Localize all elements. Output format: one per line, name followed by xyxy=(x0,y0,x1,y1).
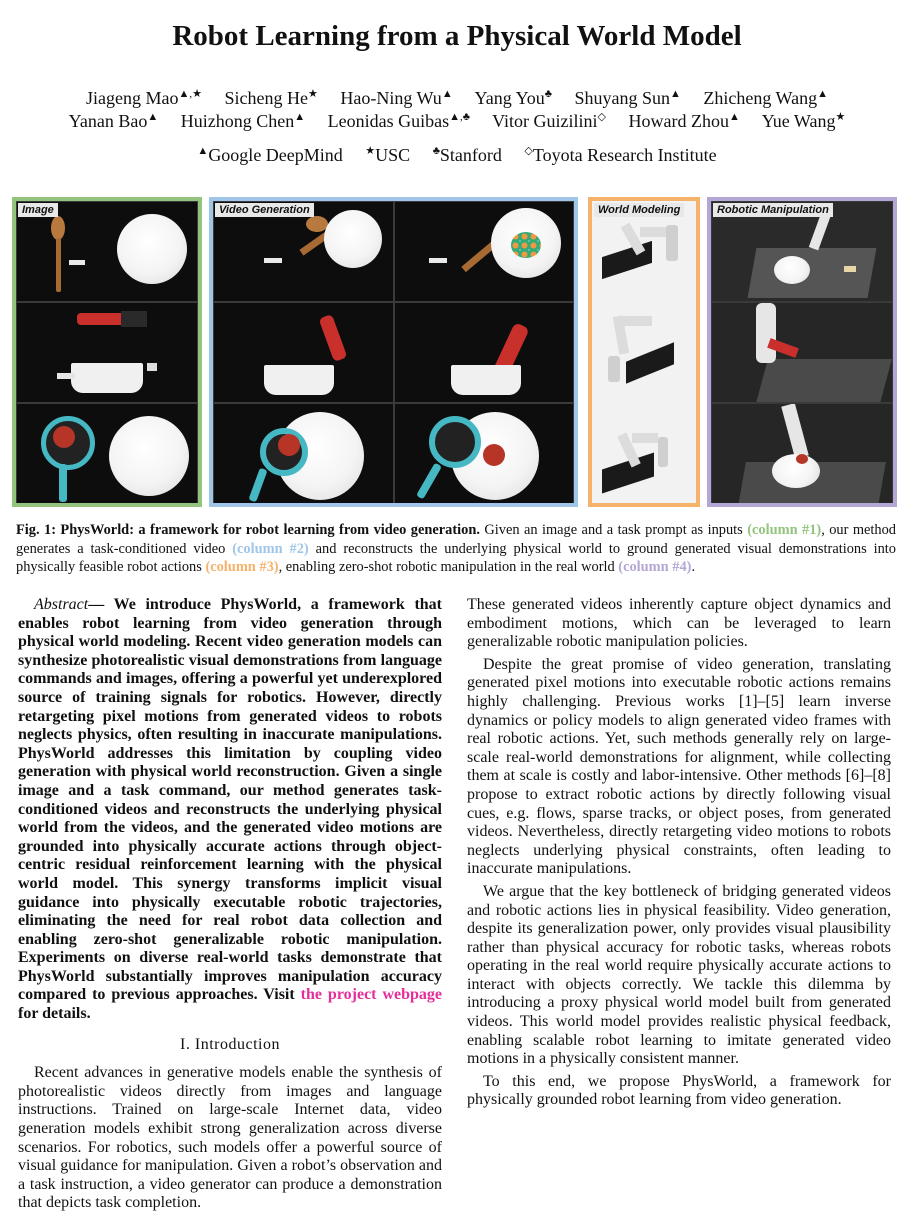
video-frame xyxy=(213,302,394,403)
caption-text: and reconstructs the underlying physical world to ground generated visual demonstrations into physically feasible robot actions xyxy=(16,540,896,575)
author-list-line-1 xyxy=(0,84,914,108)
author: Shuyang Sun▲ xyxy=(574,88,681,108)
abstract-body: We introduce PhysWorld, a framework that enables robot learning from video generation through physical world modeling. Recent video generation models can synthesize photorealistic visual demonstrations from language commands and images, offering a powerful yet underexplored source of training signals for robotics. However, directly retargeting pixel motions from generated videos to robots neglects physics, often resulting in inaccurate manipulations. PhysWorld addresses this limitation by coupling video generation with physical world reconstruction. Given a single image and a task command, our method generates task-conditioned videos and reconstructs the underlying physical world from the videos, and the generated video motions are grounded into physically accurate actions through object-centric residual reinforcement learning with the physical world model. This synergy transforms implicit visual guidance into physically executable robotic trajectories, eliminating the need for real robot data collection and enabling zero-shot generalizable robotic manipulation. Experiments on diverse real-world tasks demonstrate that PhysWorld substantially improves manipulation accuracy compared to previous approaches. Visit xyxy=(18,596,442,1004)
image-panel xyxy=(12,197,202,507)
affiliation: ♣Stanford xyxy=(432,145,502,165)
paragraph: We argue that the key bottleneck of bridging generated videos and robotic actions lies in physical feasibility. Video generation, despite its generalization power, only provides visual plausibility rather than physical accuracy for robotic tasks, whereas robots operating in the real world require physically accurate actions to interact with objects correctly. We tackle this dilemma by introducing a proxy physical world model built from generated videos. This world model provides realistic physical feedback, enabling scalable robot learning to imitate generated video motions in a physically consistent manner. xyxy=(467,882,891,1068)
abstract-tail: for details. xyxy=(18,1005,91,1023)
abstract-lead: Abstract xyxy=(34,596,89,613)
video-frame xyxy=(213,403,394,505)
robot-photo xyxy=(711,302,893,403)
caption-text: , our method generates a task-conditioned video xyxy=(16,522,896,557)
author: Vitor Guizilini◇ xyxy=(492,111,607,131)
author: Hao-Ning Wu▲ xyxy=(340,88,453,108)
author: Yanan Bao▲ xyxy=(68,111,159,131)
video-frame xyxy=(394,201,574,302)
project-webpage-link[interactable]: the project webpage xyxy=(300,986,443,1004)
paragraph: These generated videos inherently capture object dynamics and embodiment motions, which can be leveraged to learn generalizable robotic manipulation policies. xyxy=(467,596,891,651)
paper-title: Robot Learning from a Physical World Model xyxy=(172,20,742,52)
input-image-pan-plate xyxy=(16,403,198,505)
panel-label: Robotic Manipulation xyxy=(713,203,833,217)
panel-label: World Modeling xyxy=(594,203,684,217)
author: Zhicheng Wang▲ xyxy=(703,88,828,108)
abstract xyxy=(18,596,442,1024)
author: Sicheng He★ xyxy=(224,88,318,108)
paragraph: Despite the great promise of video generation, translating generated pixel motions into executable robotic actions remains highly challenging. Previous works [1]–[5] learn inverse dynamics or policy models to align generated video frames with real robotic actions. Yet, such methods generally rely on large-scale real-world demonstrations for alignment, while collecting them at scale is costly and labor-intensive. Other methods [6]–[8] propose to extract robotic actions by directly following visual cues, e.g. flows, sparse tracks, or object poses, from generated videos. Nevertheless, directly retargeting video motions to robots neglects underlying physical constraints, often leading to inaccurate manipulations. xyxy=(467,655,891,878)
robotic-manipulation-panel xyxy=(707,197,897,507)
affiliation: ▲Google DeepMind xyxy=(197,145,343,165)
caption-text: , enabling zero-shot robotic manipulation in the real world xyxy=(278,559,619,575)
author: Yue Wang★ xyxy=(761,111,846,131)
simulation-render xyxy=(592,302,696,403)
abstract-dash: — xyxy=(88,596,114,613)
video-generation-panel xyxy=(209,197,578,507)
section-heading: I. Introduction xyxy=(180,1035,280,1053)
caption-column-1: (column #1) xyxy=(747,522,822,538)
panel-label: Video Generation xyxy=(215,203,314,217)
affiliation-list xyxy=(0,141,914,165)
right-column xyxy=(467,596,891,1114)
video-frame xyxy=(394,403,574,505)
affiliation: ★USC xyxy=(365,145,411,165)
caption-column-3: (column #3) xyxy=(205,559,279,575)
author: Huizhong Chen▲ xyxy=(180,111,306,131)
affiliation: ◇Toyota Research Institute xyxy=(524,145,717,165)
paragraph: To this end, we propose PhysWorld, a framework for physically grounded robot learning from video generation. xyxy=(467,1072,891,1109)
figure-1 xyxy=(12,197,902,509)
caption-text: Given an image and a task prompt as inputs xyxy=(479,522,748,538)
caption-column-2: (column #2) xyxy=(232,540,309,557)
author: Leonidas Guibas▲,♣ xyxy=(327,111,470,131)
caption-label: Fig. 1: PhysWorld: a framework for robot learning from video generation. xyxy=(16,522,480,538)
panel-label: Image xyxy=(18,203,58,217)
robot-photo xyxy=(711,403,893,505)
world-modeling-panel xyxy=(588,197,700,507)
author: Jiageng Mao▲,★ xyxy=(86,88,203,108)
simulation-render xyxy=(592,403,696,505)
video-frame xyxy=(394,302,574,403)
figure-caption xyxy=(16,521,896,577)
author: Howard Zhou▲ xyxy=(628,111,740,131)
caption-text: . xyxy=(691,559,696,575)
input-image-brush-dustpan xyxy=(16,302,198,403)
author: Yang You♣ xyxy=(474,88,552,108)
caption-column-4: (column #4) xyxy=(618,559,692,575)
left-column xyxy=(18,596,442,1217)
author-list-line-2 xyxy=(0,107,914,131)
paragraph: Recent advances in generative models enable the synthesis of photorealistic videos directly from images and language instructions. Trained on large-scale Internet data, video generation models exhibit strong generalization across diverse scenarios. For robotics, such models offer a powerful source of visual guidance for manipulation. Given a robot’s observation and a task instruction, a video generator can produce a demonstration that depicts task completion. xyxy=(18,1064,442,1212)
